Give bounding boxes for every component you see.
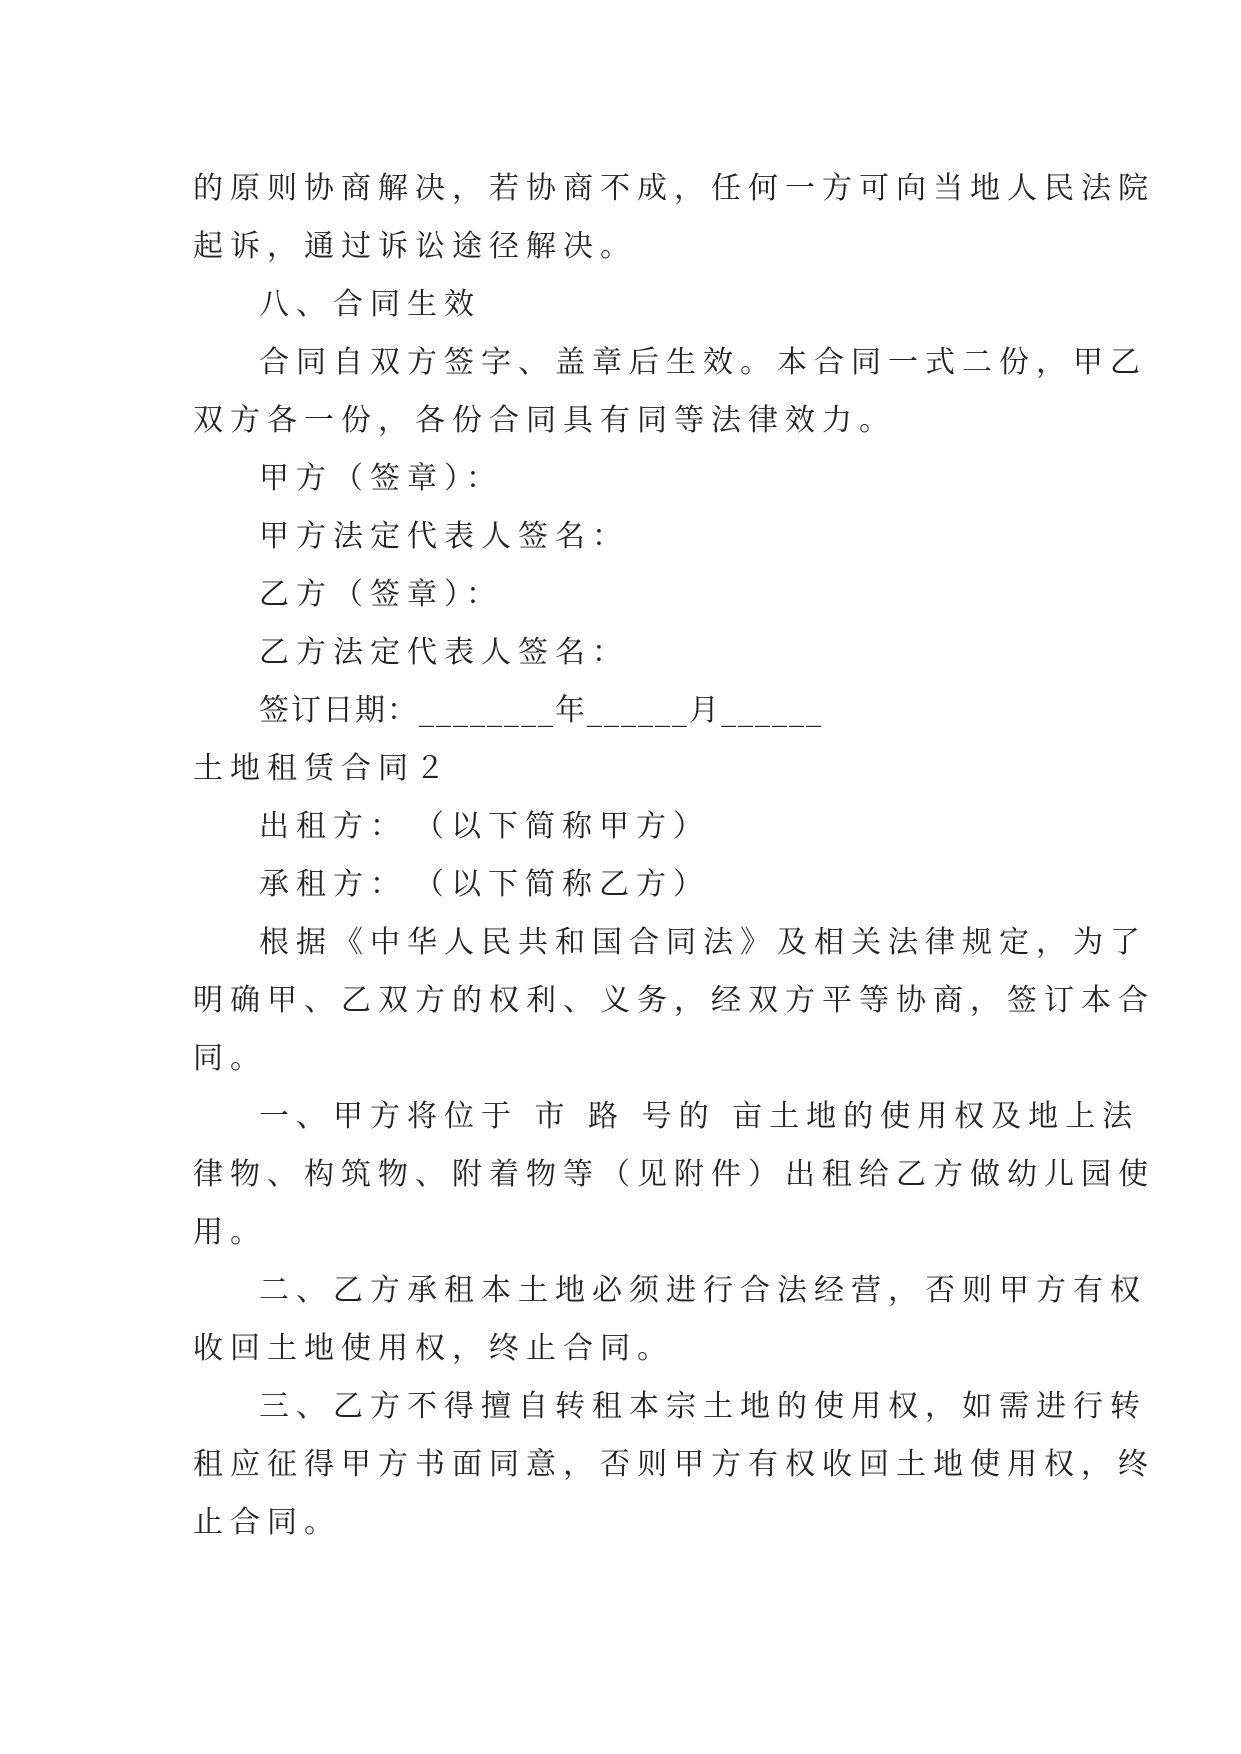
paragraph-line: 根据《中华人民共和国合同法》及相关法律规定，为了 [259, 925, 1147, 960]
party-a-rep-signature-line: 甲方法定代表人签名： [259, 519, 629, 554]
clause-line: 三、乙方不得擅自转租本宗土地的使用权，如需进行转 [259, 1389, 1147, 1424]
party-b-seal-line: 乙方（签章）： [259, 577, 503, 612]
paragraph-line: 明确甲、乙双方的权利、义务，经双方平等协商，签订本合 [193, 983, 1155, 1018]
document-body [193, 160, 1155, 1552]
paragraph-line: 律物、构筑物、附着物等（见附件）出租给乙方做幼儿园使 [193, 1157, 1155, 1192]
lessee-line: 承租方： （以下简称乙方） [259, 867, 710, 902]
paragraph-line: 用。 [193, 1215, 267, 1250]
paragraph-line: 同。 [193, 1041, 267, 1076]
paragraph-line: 止合同。 [193, 1505, 341, 1540]
paragraph-line: 起诉，通过诉讼途径解决。 [193, 229, 637, 264]
clause-line: 一、甲方将位于 市 路 号的 亩土地的使用权及地上法 [259, 1099, 1140, 1134]
party-a-seal-line: 甲方（签章）： [259, 461, 503, 496]
paragraph-line: 的原则协商解决，若协商不成，任何一方可向当地人民法院 [193, 171, 1155, 206]
paragraph-line: 收回土地使用权，终止合同。 [193, 1331, 674, 1366]
document-title: 土地租赁合同２ [193, 751, 452, 786]
paragraph-line: 租应征得甲方书面同意，否则甲方有权收回土地使用权，终 [193, 1447, 1155, 1482]
section-heading: 八、合同生效 [259, 287, 481, 322]
paragraph-line: 双方各一份，各份合同具有同等法律效力。 [193, 403, 896, 438]
party-b-rep-signature-line: 乙方法定代表人签名： [259, 635, 629, 670]
signing-date-line: 签订日期：________年______月______ [259, 693, 823, 728]
clause-line: 二、乙方承租本土地必须进行合法经营，否则甲方有权 [259, 1273, 1147, 1308]
paragraph-line: 合同自双方签字、盖章后生效。本合同一式二份，甲乙 [259, 345, 1147, 380]
lessor-line: 出租方： （以下简称甲方） [259, 809, 710, 844]
